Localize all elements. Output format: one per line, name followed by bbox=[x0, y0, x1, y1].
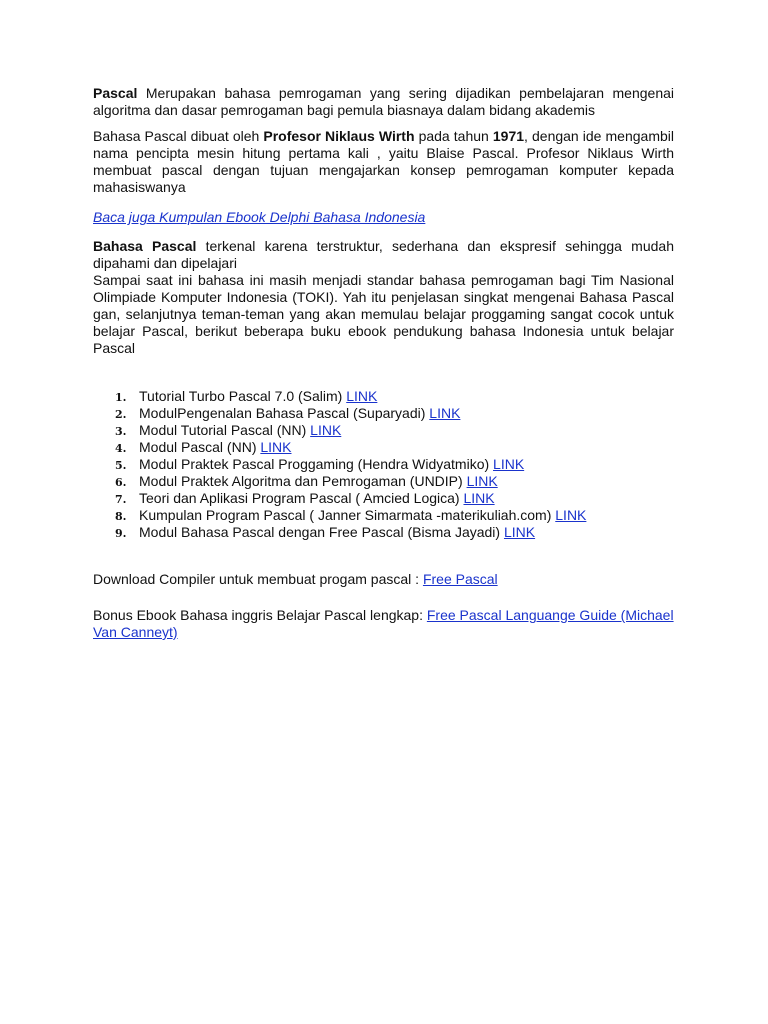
read-also-link[interactable]: Baca juga Kumpulan Ebook Delphi Bahasa Indonesia bbox=[93, 209, 426, 225]
list-item-link[interactable]: LINK bbox=[493, 456, 525, 472]
history-bold-name: Profesor Niklaus Wirth bbox=[263, 128, 415, 144]
history-bold-year: 1971 bbox=[492, 128, 525, 144]
intro-bold-term: Pascal bbox=[93, 85, 138, 101]
list-item-link[interactable]: LINK bbox=[260, 439, 292, 455]
ebook-list bbox=[93, 388, 674, 541]
list-number: 1. bbox=[115, 391, 127, 404]
list-item-title: Modul Pascal (NN) bbox=[139, 439, 261, 455]
list-item-title: Modul Bahasa Pascal dengan Free Pascal (Bisma Jayadi) bbox=[139, 524, 504, 540]
list-item-link[interactable]: LINK bbox=[503, 524, 536, 540]
features-text: terkenal karena terstruktur, sederhana dan ekspresif sehingga mudah dipahami dan dipelajari bbox=[93, 238, 674, 271]
list-number: 3. bbox=[115, 425, 127, 438]
list-item bbox=[93, 388, 674, 405]
list-item-title: Modul Praktek Pascal Proggaming (Hendra Widyatmiko) bbox=[139, 456, 494, 472]
list-number: 5. bbox=[115, 459, 127, 472]
list-item bbox=[93, 473, 674, 490]
list-item-title: Teori dan Aplikasi Program Pascal ( Amcied Logica) bbox=[139, 490, 464, 506]
history-text-3: , dengan ide mengambil nama pencipta mesin hitung pertama kali , yaitu Blaise Pascal. Profesor Niklaus Wirth membuat pascal dengan tujuan mengajarkan konsep pemrogaman komputer kepada mahasiswanya bbox=[93, 128, 674, 195]
list-item bbox=[93, 524, 674, 541]
list-item-title: Modul Praktek Algoritma dan Pemrogaman (UNDIP) bbox=[139, 473, 467, 489]
list-item-title: ModulPengenalan Bahasa Pascal (Suparyadi) bbox=[139, 405, 430, 421]
list-item bbox=[93, 507, 674, 524]
history-paragraph bbox=[93, 128, 674, 196]
list-number: 6. bbox=[115, 476, 127, 489]
list-number: 9. bbox=[115, 527, 127, 540]
list-number: 8. bbox=[115, 510, 127, 523]
list-item-link[interactable]: LINK bbox=[346, 388, 378, 404]
list-number: 7. bbox=[115, 493, 127, 506]
download-text: Download Compiler untuk membuat progam pascal : bbox=[93, 571, 423, 587]
list-item-link[interactable]: LINK bbox=[310, 422, 342, 438]
list-item-link[interactable]: LINK bbox=[463, 490, 495, 506]
history-text-1: Bahasa Pascal dibuat oleh bbox=[93, 128, 264, 144]
list-item-title: Tutorial Turbo Pascal 7.0 (Salim) bbox=[139, 388, 347, 404]
toki-paragraph: Sampai saat ini bahasa ini masih menjadi standar bahasa pemrogaman bagi Tim Nasional Olimpiade Komputer Indonesia (TOKI). Yah itu penjelasan singkat mengenai Bahasa Pascal gan, selanjutnya teman-teman yang akan memulau belajar proggaming sangat cocok untuk belajar Pascal, berikut beberapa buku ebook pendukung bahasa Indonesia untuk belajar Pascal bbox=[93, 272, 674, 356]
list-item bbox=[93, 439, 674, 456]
bonus-text: Bonus Ebook Bahasa inggris Belajar Pascal lengkap: bbox=[93, 607, 427, 623]
document-page bbox=[93, 85, 674, 641]
history-text-2: pada tahun bbox=[414, 128, 493, 144]
list-number: 4. bbox=[115, 442, 127, 455]
list-item-title: Kumpulan Program Pascal ( Janner Simarmata -materikuliah.com) bbox=[139, 507, 556, 523]
features-bold-term: Bahasa Pascal bbox=[93, 238, 197, 254]
intro-paragraph bbox=[93, 85, 674, 119]
list-number: 2. bbox=[115, 408, 127, 421]
list-item bbox=[93, 456, 674, 473]
download-paragraph bbox=[93, 571, 674, 588]
list-item bbox=[93, 490, 674, 507]
list-item bbox=[93, 422, 674, 439]
list-item bbox=[93, 405, 674, 422]
features-paragraph bbox=[93, 238, 674, 272]
read-also-paragraph bbox=[93, 209, 674, 226]
free-pascal-guide-link[interactable]: Free Pascal Languange Guide (Michael Van Canneyt) bbox=[93, 607, 674, 640]
intro-text: Merupakan bahasa pemrogaman yang sering dijadikan pembelajaran mengenai algoritma dan dasar pemrogaman bagi pemula biasnaya dalam bidang akademis bbox=[93, 85, 674, 118]
list-item-link[interactable]: LINK bbox=[555, 507, 587, 523]
free-pascal-link[interactable]: Free Pascal bbox=[422, 571, 498, 587]
bonus-paragraph bbox=[93, 607, 674, 641]
list-item-title: Modul Tutorial Pascal (NN) bbox=[139, 422, 311, 438]
list-item-link[interactable]: LINK bbox=[429, 405, 461, 421]
list-item-link[interactable]: LINK bbox=[466, 473, 498, 489]
